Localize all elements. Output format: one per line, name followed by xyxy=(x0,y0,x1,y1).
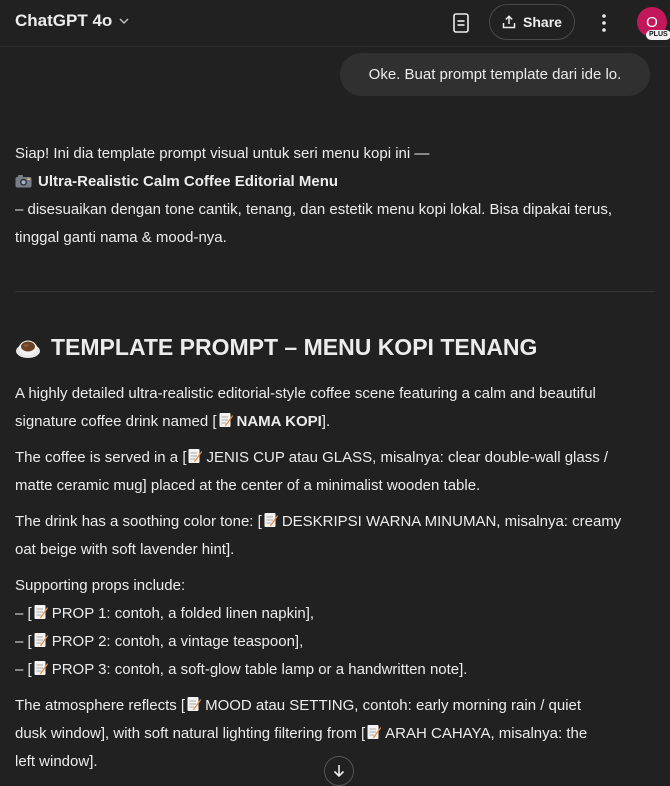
text-span: PROP 1: contoh, a folded linen napkin], xyxy=(51,605,315,622)
template-prompt-body xyxy=(15,380,660,784)
camera-icon xyxy=(15,174,32,188)
paragraph xyxy=(15,572,660,684)
avatar-initial: O xyxy=(646,13,658,31)
text-line: matte ceramic mug] placed at the center of a minimalist wooden table. xyxy=(15,477,481,494)
list-item xyxy=(15,600,660,628)
text-span: The drink has a soothing color tone: [ xyxy=(15,513,262,530)
text-line xyxy=(15,692,660,720)
more-vertical-icon xyxy=(602,14,606,32)
assistant-intro xyxy=(15,140,655,252)
share-button[interactable] xyxy=(489,4,575,40)
text-line: left window]. xyxy=(15,753,98,770)
memo-pencil-icon xyxy=(34,660,48,676)
chevron-down-icon xyxy=(118,15,130,27)
memo-pencil-icon xyxy=(188,448,202,464)
text-span: The coffee is served in a [ xyxy=(15,449,187,466)
text-span: – [ xyxy=(15,661,32,678)
share-label: Share xyxy=(523,14,562,30)
scroll-to-bottom-button[interactable] xyxy=(324,756,354,786)
paragraph xyxy=(15,380,660,436)
text-span: ARAH CAHAYA, misalnya: the xyxy=(385,725,588,742)
text-span: – [ xyxy=(15,633,32,650)
text-span: MOOD atau SETTING, contoh: early morning rain / quiet xyxy=(205,697,582,714)
text-line: Supporting props include: xyxy=(15,577,186,594)
paragraph xyxy=(15,508,660,564)
share-upload-icon xyxy=(502,15,516,29)
subtitle-text: Ultra-Realistic Calm Coffee Editorial Menu xyxy=(38,173,339,190)
memo-pencil-icon xyxy=(264,512,278,528)
more-options-button[interactable] xyxy=(594,11,614,35)
text-span: dusk window], with soft natural lighting filtering from [ xyxy=(15,725,366,742)
model-selector[interactable] xyxy=(15,11,130,31)
plan-badge: PLUS xyxy=(646,30,670,40)
text-span: PROP 3: contoh, a soft-glow table lamp or a handwritten note]. xyxy=(51,661,468,678)
divider xyxy=(15,291,655,292)
memo-pencil-icon xyxy=(219,412,233,428)
placeholder-text: NAMA KOPI xyxy=(236,413,322,430)
user-message-text: Oke. Buat prompt template dari ide lo. xyxy=(368,66,622,83)
model-name: ChatGPT 4o xyxy=(15,11,113,30)
text-line: oat beige with soft lavender hint]. xyxy=(15,541,235,558)
text-line xyxy=(15,444,660,472)
memo-pencil-icon xyxy=(34,632,48,648)
text-span: – [ xyxy=(15,605,32,622)
text-span: signature coffee drink named [ xyxy=(15,413,217,430)
document-button[interactable] xyxy=(448,10,474,36)
intro-line: Siap! Ini dia template prompt visual untuk seri menu kopi ini — xyxy=(15,145,430,162)
coffee-cup-icon xyxy=(15,335,41,361)
section-heading xyxy=(15,334,537,361)
arrow-down-icon xyxy=(333,764,345,778)
description-line: tinggal ganti nama & mood-nya. xyxy=(15,229,227,246)
top-bar xyxy=(0,0,670,47)
heading-text: TEMPLATE PROMPT – MENU KOPI TENANG xyxy=(51,334,538,360)
memo-pencil-icon xyxy=(34,604,48,620)
memo-pencil-icon xyxy=(367,724,381,740)
user-message-bubble xyxy=(340,53,650,96)
text-span: DESKRIPSI WARNA MINUMAN, misalnya: creamy xyxy=(281,513,622,530)
paragraph xyxy=(15,444,660,500)
text-span: ]. xyxy=(321,413,331,430)
list-item xyxy=(15,628,660,656)
memo-pencil-icon xyxy=(187,696,201,712)
text-line xyxy=(15,720,660,748)
text-span: PROP 2: contoh, a vintage teaspoon], xyxy=(51,633,304,650)
text-line: A highly detailed ultra-realistic editorial-style coffee scene featuring a calm and beautiful xyxy=(15,385,596,402)
text-line xyxy=(15,408,660,436)
text-line xyxy=(15,508,660,536)
list-item xyxy=(15,656,660,684)
text-span: The atmosphere reflects [ xyxy=(15,697,186,714)
description-line: – disesuaikan dengan tone cantik, tenang, dan estetik menu kopi lokal. Bisa dipakai terus, xyxy=(15,201,613,218)
text-span: JENIS CUP atau GLASS, misalnya: clear double-wall glass / xyxy=(206,449,609,466)
subtitle-line xyxy=(15,168,655,196)
document-icon xyxy=(453,13,469,33)
